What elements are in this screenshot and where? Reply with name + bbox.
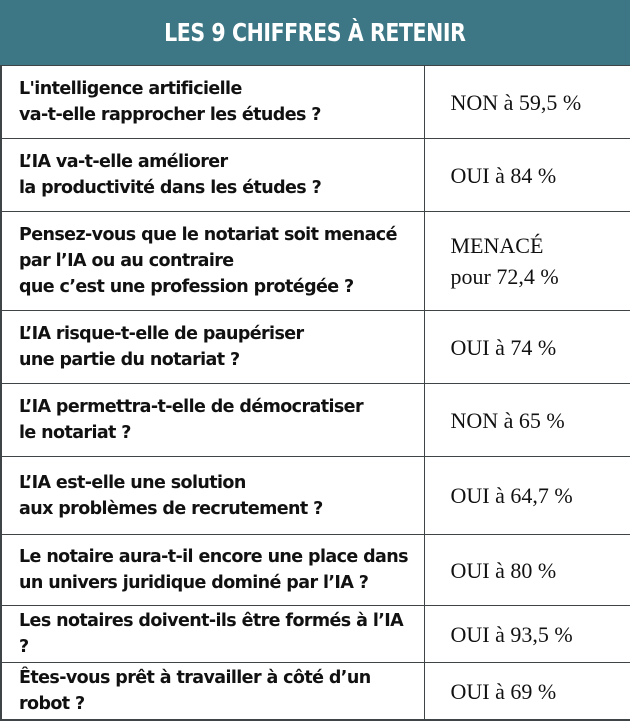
header-banner	[0, 0, 630, 65]
answer-cell	[424, 663, 630, 721]
table-row	[1, 606, 630, 663]
question-line: une partie du notariat ?	[19, 350, 240, 370]
question-cell	[1, 212, 424, 311]
question-cell	[1, 311, 424, 384]
question-cell	[1, 139, 424, 212]
question-line: Êtes-vous prêt à travailler à côté d’un robot ?	[19, 668, 371, 714]
table-row	[1, 66, 630, 139]
question-cell	[1, 457, 424, 535]
question-line: un univers juridique dominé par l’IA ?	[19, 573, 369, 593]
question-cell	[1, 606, 424, 663]
answer-line: NON à 65 %	[450, 407, 565, 433]
table-row	[1, 139, 630, 212]
answer-cell	[424, 311, 630, 384]
question-line: L’IA permettra-t-elle de démocratiser	[19, 397, 363, 417]
question-cell	[1, 663, 424, 721]
table-row	[1, 311, 630, 384]
question-line: par l’IA ou au contraire	[19, 251, 234, 271]
table-row	[1, 663, 630, 721]
answer-line: OUI à 74 %	[450, 334, 557, 360]
question-cell	[1, 66, 424, 139]
question-line: Pensez-vous que le notariat soit menacé	[19, 225, 397, 245]
question-line: L’IA va-t-elle améliorer	[19, 152, 228, 172]
answer-line: MENACÉ	[450, 233, 544, 258]
answer-cell	[424, 139, 630, 212]
answer-cell	[424, 212, 630, 311]
question-cell	[1, 535, 424, 606]
answer-cell	[424, 66, 630, 139]
stats-table	[0, 65, 630, 721]
question-line: va-t-elle rapprocher les études ?	[19, 105, 321, 125]
answer-cell	[424, 457, 630, 535]
answer-line: OUI à 84 %	[450, 162, 557, 188]
question-line: aux problèmes de recrutement ?	[19, 498, 323, 519]
answer-line: OUI à 80 %	[450, 557, 557, 583]
question-line: Le notaire aura-t-il encore une place dans	[19, 547, 408, 567]
answer-line: OUI à 69 %	[450, 678, 557, 704]
table-row	[1, 384, 630, 457]
table-row	[1, 457, 630, 535]
question-line: L’IA risque-t-elle de paupériser	[19, 324, 304, 344]
question-line: Les notaires doivent-ils être formés à l’IA ?	[19, 611, 404, 657]
question-cell	[1, 384, 424, 457]
answer-cell	[424, 606, 630, 663]
question-line: que c’est une profession protégée ?	[19, 277, 354, 297]
answer-line: pour 72,4 %	[450, 264, 559, 289]
question-line: le notariat ?	[19, 423, 131, 443]
answer-line: OUI à 93,5 %	[450, 621, 573, 647]
answer-line: OUI à 64,7 %	[450, 483, 573, 508]
question-line: L’IA est-elle une solution	[19, 472, 246, 493]
question-line: L'intelligence artificielle	[19, 79, 242, 99]
answer-cell	[424, 535, 630, 606]
table-row	[1, 535, 630, 606]
answer-line: NON à 59,5 %	[450, 89, 582, 115]
question-line: la productivité dans les études ?	[19, 178, 322, 198]
table-row	[1, 212, 630, 311]
answer-cell	[424, 384, 630, 457]
panel-title: LES 9 CHIFFRES À RETENIR	[164, 18, 466, 47]
